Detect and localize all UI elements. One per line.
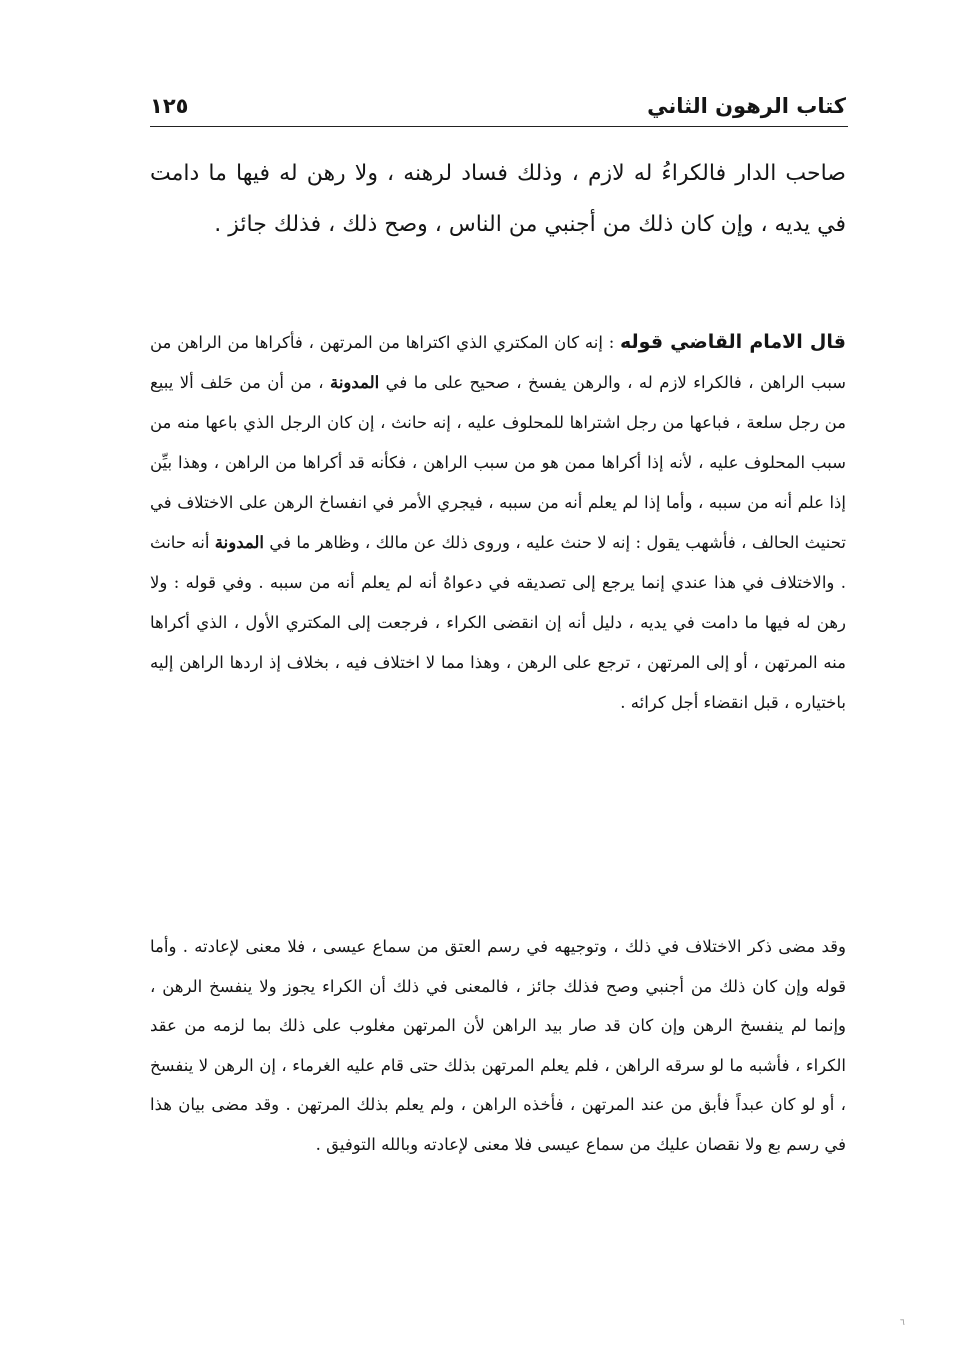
work-title-mudawwana-2: المدونة: [214, 533, 264, 552]
header-rule: [150, 126, 848, 127]
paragraph-2-text-c: ، من أن من حَلف ألا يبيع من رجل سلعة ، فباعها من رجل اشتراها للمحلوف عليه ، إنه حانث ، إن كان الرجل الذي باعها منه من سبب المحلوف عليه ، لأنه إذا أكراها ممن هو من سبب الراهن ، فكأنه قد أكراها من الراهن ، وهذا بيِّن إذا علم أنه من سببه ، وأما إذا لم يعلم أنه من سببه ، فيجري الأمر في انفساخ الرهن على الاختلاف في تحنيث الحالف ، فأشهب يقول : إنه لا حنث عليه ، وروى ذلك عن مالك ، وظاهر ما في: [150, 373, 846, 552]
paragraph-2-text-e: أنه حانث . والاختلاف في هذا عندي إنما يرجع إلى تصديقه في دعواهُ أنه لم يعلم أنه من سببه . وفي قوله : ولا رهن له فيها ما دامت في يديه ، دليل أنه إن انقضى الكراء ، فرجعت إلى المكتري الأول ، الذي أكراها منه المرتهن ، أو إلى المرتهن ، ترجع على الرهن ، وهذا مما لا اختلاف فيه ، بخلاف إذ اردها الراهن إليه باختياره ، قبل انقضاء أجل كرائه .: [150, 533, 846, 712]
paragraph-lead: قال الامام القاضي قوله: [620, 331, 846, 353]
paragraph-3: وقد مضى ذكر الاختلاف في ذلك ، وتوجيهه في رسم العتق من سماع عيسى ، فلا معنى لإعادته . وأما قوله وإن كان ذلك من أجنبي وصح فذلك جائز ، فالمعنى في ذلك أن الكراء يجوز ولا ينفسخ الرهن ، وإنما لم ينفسخ الرهن وإن كان قد صار بيد الراهن لأن المرتهن مغلوب على ذلك بما لزمه من عقد الكراء ، فأشبه ما لو سرقه الراهن ، فلم يعلم المرتهن بذلك حتى قام عليه الغرماء ، إن الرهن لا ينفسخ ، أو لو كان عبداً فأبق من عند المرتهن ، فأخذه الراهن ، ولم يعلم بذلك المرتهن . وقد مضى بيان هذا في رسم بع ولا نقصان عليك من سماع عيسى فلا معنى لإعادته وبالله التوفيق .: [150, 937, 846, 1154]
paragraph-2: [150, 322, 846, 723]
footer-mark: ٦: [900, 1318, 905, 1328]
page-number: ١٢٥: [150, 94, 189, 118]
paragraph-1: صاحب الدار فالكراءُ له لازم ، وذلك فساد لرهنه ، ولا رهن له فيها ما دامت في يديه ، وإن كان ذلك من أجنبي من الناس ، وصح ذلك ، فذلك جائز .: [150, 161, 846, 237]
book-title: كتاب الرهون الثاني: [647, 94, 846, 118]
running-header: [150, 86, 846, 126]
work-title-mudawwana: المدونة: [329, 373, 380, 392]
paragraph-2-text-a: : إنه كان المكتري الذي اكتراها من المرتهن ، فأكراها من الراهن من سبب الراهن ، فالكراء لازم له ، والرهن يفسخ ، صحيح على ما في: [150, 333, 846, 392]
